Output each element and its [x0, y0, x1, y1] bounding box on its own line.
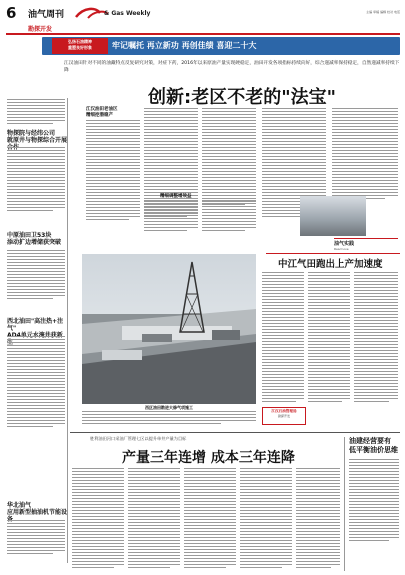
logo-sub: 勘探开发 [277, 414, 290, 418]
bottom-col-5 [296, 468, 340, 568]
banner-slogan: 牢记嘱托 再立新功 再创佳绩 喜迎二十大 [112, 41, 257, 50]
bottom-col-1 [72, 468, 124, 568]
left-column-divider [67, 98, 68, 563]
banner-left-box [52, 38, 108, 54]
right-headline-rule [266, 253, 400, 254]
section-label-box [334, 238, 398, 250]
bottom-rule [70, 432, 400, 433]
left-article-1-title: 物探院与经纬公司 就原井与物探综合开展 [7, 130, 68, 144]
section-label-sub: Read Live [334, 247, 349, 251]
section-label: 油气实践 [334, 241, 355, 247]
center-col-3-body [202, 108, 256, 205]
banner-left-label-1: 弘扬石油精神 [68, 39, 92, 44]
right-mid-col-2 [308, 272, 350, 402]
lead-text: 江汉油田针对不同的油藏特点反复研究对策，对症下药，2016年以来原油产量实现硬稳定，油田开发各项指标持续向好，综合递减率保持稳定，自然递减率持续下降 [64, 61, 400, 73]
section-subtitle: 勘探开发 [28, 26, 53, 33]
left-article-2-body [7, 250, 65, 299]
bottom-col-4 [240, 468, 292, 568]
left-article-2-title: 中原油田卫53块 添动扩边增储获突破 [7, 232, 62, 246]
mid-subheader: 精细调整增效益 [160, 194, 192, 199]
main-headline: 创新:老区不老的"法宝" [148, 87, 336, 108]
banner-left-label-2: 重塑良好形象 [68, 45, 92, 50]
thumbnail-photo [300, 196, 366, 236]
photo-caption-body [82, 411, 256, 424]
logo-label: 江汉石油管理局 [271, 409, 297, 413]
right-headline: 中江气田跑出上产加速度 [278, 259, 383, 270]
bottom-col-3 [184, 468, 236, 568]
right-mid-col-1 [262, 272, 304, 402]
oil-price-box [344, 437, 400, 571]
right-col-2-body [332, 108, 398, 199]
left-article-4-body [7, 520, 65, 554]
oil-price-box-body [349, 459, 399, 541]
logo-box [262, 407, 306, 425]
center-lower-col-2 [144, 200, 198, 231]
header-right-info: 主编 审稿 编辑 校对 电话 [366, 10, 400, 14]
bottom-col-2 [128, 468, 180, 568]
section-title: 油气周刊 [28, 10, 65, 20]
brand-label: & Gas Weekly [104, 10, 151, 17]
center-lower-col-3 [202, 200, 256, 231]
left-article-3-body [7, 336, 65, 427]
sub-headline: 江汉油田老油区 精细挖潜稳产 [86, 107, 118, 118]
left-article-0-body [7, 99, 65, 124]
page-number: 6 [6, 4, 17, 22]
bottom-kicker: 胜利油田河口采油厂管理七区以提升单井产量为目标 [90, 436, 187, 441]
left-article-1-body [7, 147, 65, 211]
bottom-headline: 产量三年连增 成本三年连降 [122, 450, 295, 466]
left-article-3-title: 西北油田"高注热+注气" [7, 318, 64, 332]
oil-price-box-title: 油建经营要有 低平衡油价思维 [349, 437, 398, 454]
header-rule [6, 33, 400, 35]
center-col-1-body [86, 120, 140, 220]
photo-caption: 西区油田勘进大修气项施工 [145, 405, 193, 410]
right-mid-col-3 [354, 272, 398, 402]
main-photo [82, 254, 256, 404]
left-article-4-title: 华北油气 应用新型抽油机节能设 [7, 502, 68, 516]
